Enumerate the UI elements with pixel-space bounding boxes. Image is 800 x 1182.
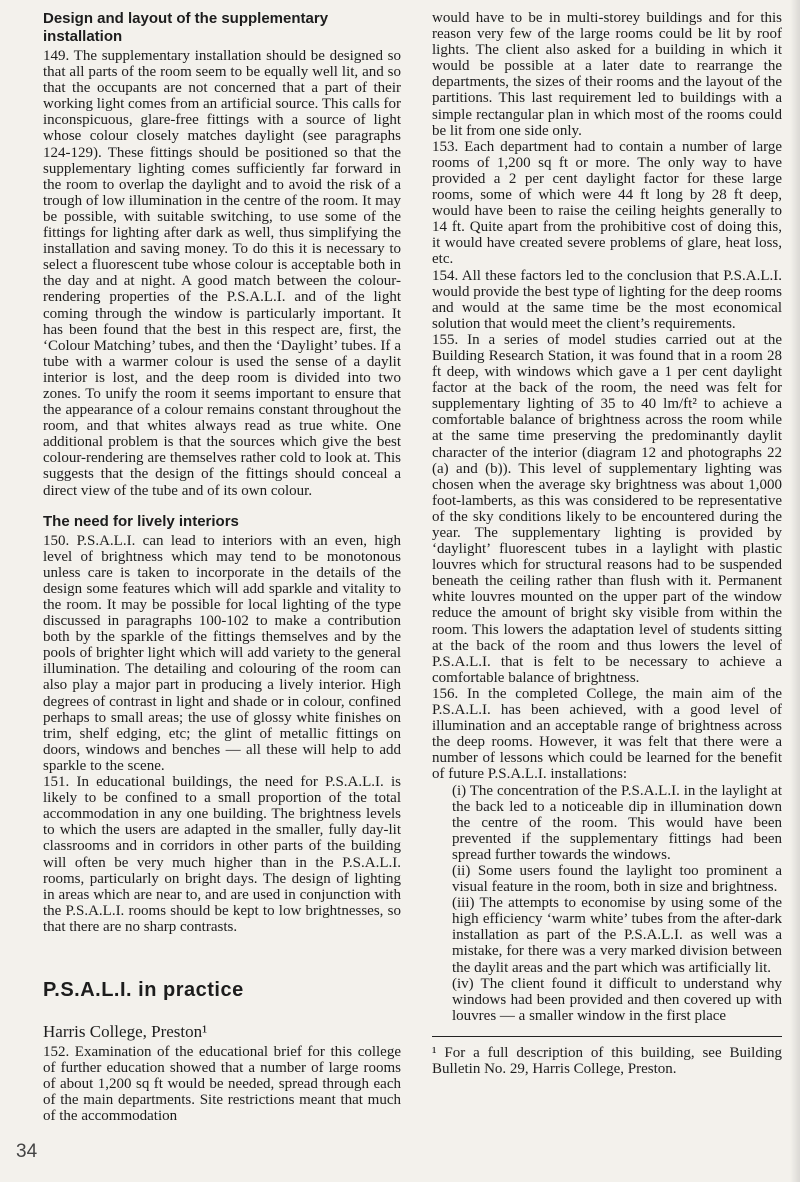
page-number: 34 bbox=[16, 1141, 38, 1162]
paragraph-153: 153. Each department had to contain a number of large rooms of 1,200 sq ft or more. The only way to have provided a 2 per cent daylight factor for these large rooms, some of which were 44 ft long by 28 ft deep, would have been to raise the ceiling heights generally to 14 ft. Quite apart from the prohibitive cost of doing this, it would have created severe problems of glare, heat loss, etc. bbox=[432, 138, 782, 268]
heading-lively-interiors: The need for lively interiors bbox=[43, 512, 239, 530]
paragraph-156: 156. In the completed College, the main aim of the P.S.A.L.I. has been achieved, with a good level of illumination and an acceptable range of brightness across the deep rooms. However, it was felt that there were a number of lessons which could be learned for the benefit of future P.S.A.L.I. installations: bbox=[432, 685, 782, 783]
subheading-harris-college: Harris College, Preston¹ bbox=[43, 1021, 208, 1041]
paragraph-154: 154. All these factors led to the conclusion that P.S.A.L.I. would provide the best type of lighting for the deep rooms and would at the same time be the most economical solution that would meet the client’s requirements. bbox=[432, 267, 782, 332]
left-column bbox=[43, 10, 401, 1124]
heading-design-layout: Design and layout of the supplementary installation bbox=[43, 10, 329, 45]
list-item-i: (i) The concentration of the P.S.A.L.I. in the laylight at the back led to a noticeable dip in illumination down the centre of the room. This would have been prevented if the supplementary fittings had been spread further towards the windows. bbox=[452, 782, 782, 863]
footnote: ¹ For a full description of this building, see Building Bulletin No. 29, Harris College, Preston. bbox=[432, 1044, 782, 1077]
paragraph-155: 155. In a series of model studies carried out at the Building Research Station, it was found that in a room 28 ft deep, with windows which gave a 1 per cent daylight factor at the back of the room, the need was felt for supplementary lighting of 35 to 40 lm/ft² to achieve a comfortable balance of brightness across the room while at the same time preserving the predominantly daylit character of the interior (diagram 12 and photographs 22 (a) and (b)). This level of supplementary lighting was chosen when the average sky brightness was about 1,000 foot-lamberts, as this was considered to be representative of the sky conditions likely to be encountered during the year. The supplementary lighting is provided by ‘daylight’ fluorescent tubes in a laylight with plastic louvres which for structural reasons had to be suspended beneath the ceiling rather than flush with it. Permanent white louvres mounted on the upper part of the window reduce the amount of bright sky visible from within the room. This lowers the adaptation level of students sitting at the back of the room and thus lowers the level of P.S.A.L.I. that is felt to be necessary to achieve a comfortable balance of brightness. bbox=[432, 331, 782, 686]
paragraph-150: 150. P.S.A.L.I. can lead to interiors with an even, high level of brightness which may tend to be monotonous unless care is taken to incorporate in the details of the design some features which will add sparkle and vitality to the room. It may be possible for local lighting of the type discussed in paragraphs 100-102 to make a contribution both by the sparkle of the fittings themselves and by the pools of brighter light which will add variety to the general illumination. The detailing and colouring of the room can also play a major part in producing a lively interior. High degrees of contrast in light and shade or in colour, confined perhaps to small areas; the use of glossy white finishes on trim, shelf edging, etc; the glint of metallic fittings on doors, windows and benches — all these will help to add sparkle to the scene. bbox=[43, 532, 401, 774]
page-edge-shadow bbox=[790, 0, 800, 1182]
list-item-iv: (iv) The client found it difficult to understand why windows had been provided and then covered up with louvres — a smaller window in the first place bbox=[452, 975, 782, 1024]
paragraph-152: 152. Examination of the educational brief for this college of further education showed that a number of large rooms of about 1,200 sq ft would be needed, spread through each of the main departments. Site restrictions meant that much of the accommodation bbox=[43, 1043, 401, 1125]
right-column bbox=[432, 10, 782, 1077]
footnote-divider bbox=[432, 1036, 782, 1037]
list-item-iii: (iii) The attempts to economise by using some of the high efficiency ‘warm white’ tubes from the after-dark installation as part of the P.S.A.L.I. as well was a mistake, for there was a very marked division between the daylit areas and the part which was artificially lit. bbox=[452, 895, 782, 976]
paragraph-151: 151. In educational buildings, the need for P.S.A.L.I. is likely to be confined to a small proportion of the total accommodation in any one building. The brightness levels to which the users are adapted in the smaller, fully day-lit classrooms and in corridors in other parts of the building will often be very much higher than in the P.S.A.L.I. rooms, particularly on bright days. The design of lighting in areas which are near to, and are used in conjunction with the P.S.A.L.I. rooms should be kept to low brightnesses, so that there are no sharp contrasts. bbox=[43, 774, 401, 935]
paragraph-152-continued: would have to be in multi-storey buildings and for this reason very few of the large rooms could be lit by roof lights. The client also asked for a building in which it would be possible at a later date to rearrange the departments, the sizes of their rooms and the layout of the partitions. This last requirement led to buildings with a simple rectangular plan in which most of the rooms could be lit from one side only. bbox=[432, 10, 782, 139]
section-heading-psali-practice: P.S.A.L.I. in practice bbox=[43, 978, 244, 1001]
paragraph-149: 149. The supplementary installation should be designed so that all parts of the room seem to be equally well lit, and so that the occupants are not concerned that a part of their working light comes from an artificial source. This calls for inconspicuous, glare-free fittings with a source of light whose colour closely matches daylight (see paragraphs 124-129). These fittings should be positioned so that the supplementary lighting comes sufficiently far forward in the room to overlap the daylight and to avoid the risk of a trough of low illumination in the centre of the room. It may be possible, with suitable switching, to use some of the fittings for lighting after dark as well, thus simplifying the installation and saving money. To do this it is necessary to select a fluorescent tube whose colour is acceptable both in the day and at night. A good match between the colour-rendering properties of the P.S.A.L.I. and of the light coming through the window is particularly important. It has been found that the best in this respect are, first, the ‘Colour Matching’ tubes, and then the ‘Daylight’ tubes. If a tube with a warmer colour is used the sense of a daylit interior is lost, and the deep room is divided into two zones. To unify the room it seems important to ensure that the appearance of a colour remains constant throughout the room, and that whites always read as true white. One additional problem is that the sources which give the best colour-rendering are themselves rather cold to look at. This suggests that the design of the fittings should conceal a direct view of the tube and of its own colour. bbox=[43, 48, 401, 499]
list-item-ii: (ii) Some users found the laylight too prominent a visual feature in the room, both in size and brightness. bbox=[452, 862, 782, 896]
